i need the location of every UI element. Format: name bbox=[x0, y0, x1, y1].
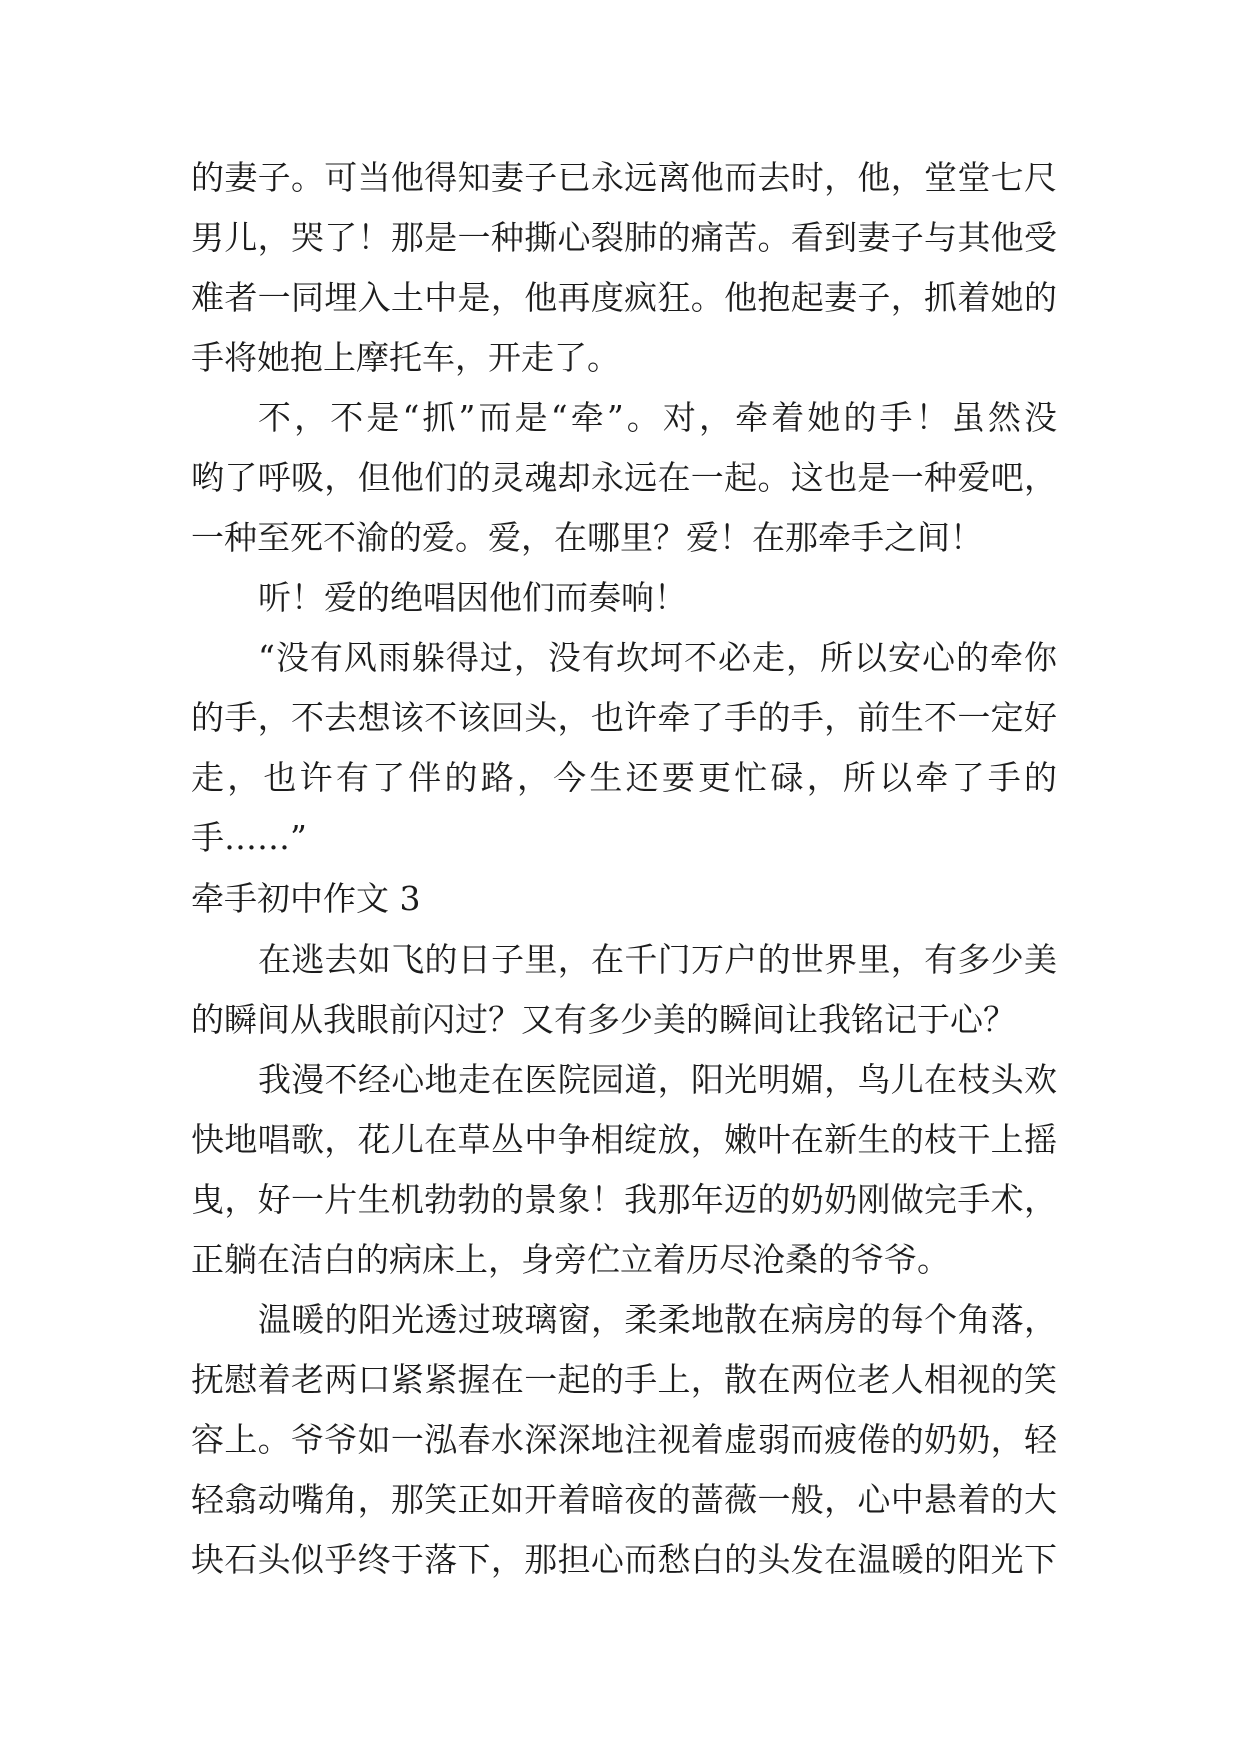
text-line: 在逃去如飞的日子里，在千门万户的世界里，有多少美 bbox=[258, 940, 1057, 979]
paragraph bbox=[191, 148, 1057, 388]
text-line: 快地唱歌，花儿在草丛中争相绽放，嫩叶在新生的枝干上摇 bbox=[191, 1120, 1057, 1159]
paragraph bbox=[191, 1050, 1057, 1290]
paragraph bbox=[191, 1290, 1057, 1590]
section-heading: 牵手初中作文 3 bbox=[191, 879, 421, 918]
text-line: 哟了呼吸，但他们的灵魂却永远在一起。这也是一种爱吧， bbox=[191, 458, 1057, 497]
text-line: 轻翕动嘴角，那笑正如开着暗夜的蔷薇一般，心中悬着的大 bbox=[191, 1480, 1057, 1519]
text-line: 男儿，哭了！那是一种撕心裂肺的痛苦。看到妻子与其他受 bbox=[191, 218, 1057, 257]
text-line: 温暖的阳光透过玻璃窗，柔柔地散在病房的每个角落， bbox=[258, 1300, 1057, 1339]
text-line: 我漫不经心地走在医院园道，阳光明媚，鸟儿在枝头欢 bbox=[258, 1060, 1057, 1099]
text-line: 正躺在洁白的病床上，身旁伫立着历尽沧桑的爷爷。 bbox=[191, 1240, 950, 1279]
text-line: 手将她抱上摩托车，开走了。 bbox=[191, 338, 620, 377]
text-line: 一种至死不渝的爱。爱，在哪里？爱！在那牵手之间！ bbox=[191, 518, 983, 557]
text-line: 容上。爷爷如一泓春水深深地注视着虚弱而疲倦的奶奶，轻 bbox=[191, 1420, 1057, 1459]
paragraph bbox=[191, 568, 1057, 628]
text-line: “没有风雨躲得过，没有坎坷不必走，所以安心的牵你 bbox=[258, 638, 1057, 677]
text-line: 曳，好一片生机勃勃的景象！我那年迈的奶奶刚做完手术， bbox=[191, 1180, 1057, 1219]
paragraph bbox=[191, 388, 1057, 568]
text-line: 听！爱的绝唱因他们而奏响！ bbox=[258, 578, 687, 617]
text-line: 的妻子。可当他得知妻子已永远离他而去时，他，堂堂七尺 bbox=[191, 158, 1057, 197]
text-line: 块石头似乎终于落下，那担心而愁白的头发在温暖的阳光下 bbox=[191, 1540, 1057, 1579]
text-line: 走，也许有了伴的路，今生还要更忙碌，所以牵了手的 bbox=[191, 758, 1057, 797]
text-line: 难者一同埋入土中是，他再度疯狂。他抱起妻子，抓着她的 bbox=[191, 278, 1057, 317]
text-line: 的手，不去想该不该回头，也许牵了手的手，前生不一定好 bbox=[191, 698, 1057, 737]
document-body bbox=[191, 148, 1057, 1590]
paragraph bbox=[191, 628, 1057, 868]
text-line: 抚慰着老两口紧紧握在一起的手上，散在两位老人相视的笑 bbox=[191, 1360, 1057, 1399]
text-line: 的瞬间从我眼前闪过？又有多少美的瞬间让我铭记于心？ bbox=[191, 1000, 1016, 1039]
paragraph bbox=[191, 930, 1057, 1050]
text-line: 手……” bbox=[191, 818, 307, 857]
text-line: 不，不是“抓”而是“牵”。对，牵着她的手！虽然没 bbox=[258, 398, 1057, 437]
